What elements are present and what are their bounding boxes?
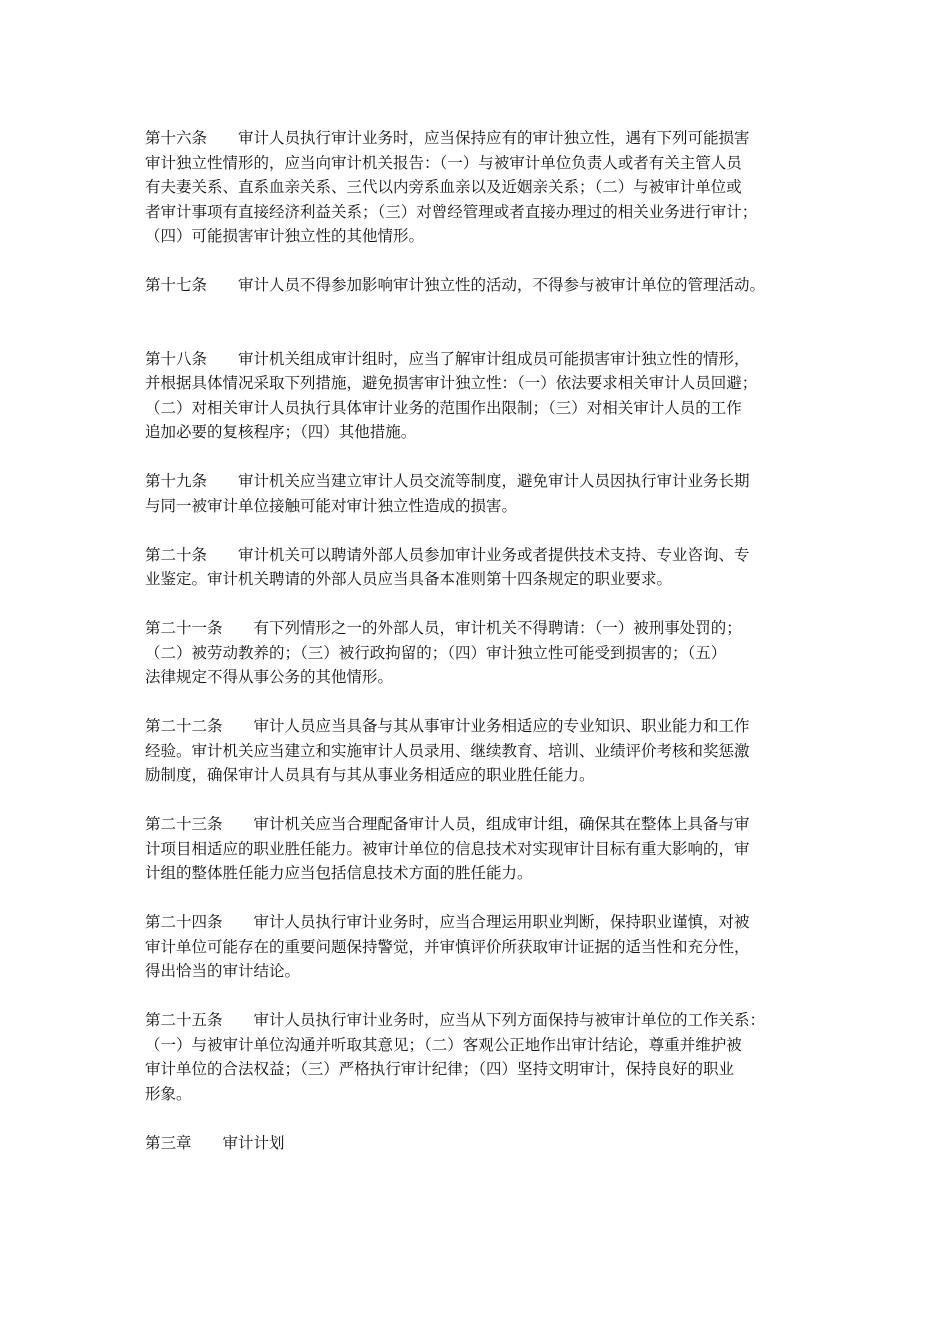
text-line: 审计独立性情形的，应当向审计机关报告：（一）与被审计单位负责人或者有关主管人员 bbox=[145, 153, 742, 172]
text-line: 第二十条 审计机关可以聘请外部人员参加审计业务或者提供技术支持、专业咨询、专 bbox=[145, 545, 750, 564]
paragraph-spacer bbox=[145, 788, 815, 813]
article-21 bbox=[145, 616, 815, 690]
text-line: 第二十三条 审计机关应当合理配备审计人员，组成审计组，确保其在整体上具备与审 bbox=[145, 815, 750, 833]
paragraph-spacer bbox=[145, 886, 815, 911]
text-line: 励制度，确保审计人员具有与其从事业务相适应的职业胜任能力。 bbox=[145, 766, 595, 784]
article-19 bbox=[145, 469, 815, 518]
text-line: 审计单位可能存在的重要问题保持警觉，并审慎评价所获取审计证据的适当性和充分性， bbox=[145, 937, 750, 956]
paragraph-spacer bbox=[145, 445, 815, 470]
text-line: 得出恰当的审计结论。 bbox=[145, 962, 301, 980]
text-line: 并根据具体情况采取下列措施，避免损害审计独立性：（一）依法要求相关审计人员回避； bbox=[145, 374, 758, 392]
text-line: （二）对相关审计人员执行具体审计业务的范围作出限制；（三）对相关审计人员的工作 bbox=[145, 398, 742, 417]
text-line: 有夫妻关系、直系血亲关系、三代以内旁系血亲以及近姻亲关系；（二）与被审计单位或 bbox=[145, 178, 742, 196]
text-line: 者审计事项有直接经济利益关系；（三）对曾经管理或者直接办理过的相关业务进行审计； bbox=[145, 202, 758, 221]
article-24 bbox=[145, 910, 815, 984]
text-line: 与同一被审计单位接触可能对审计独立性造成的损害。 bbox=[145, 496, 518, 515]
text-line: 形象。 bbox=[145, 1084, 192, 1103]
text-line: 第二十二条 审计人员应当具备与其从事审计业务相适应的专业知识、职业能力和工作 bbox=[145, 717, 750, 735]
article-16 bbox=[145, 126, 815, 249]
text-line: 第十八条 审计机关组成审计组时，应当了解审计组成员可能损害审计独立性的情形， bbox=[145, 349, 750, 368]
text-line: 第三章 审计计划 bbox=[145, 1133, 285, 1152]
text-line: 法律规定不得从事公务的其他情形。 bbox=[145, 668, 394, 686]
text-line: （四）可能损害审计独立性的其他情形。 bbox=[145, 227, 425, 245]
document-page bbox=[145, 126, 815, 1155]
text-line: 业鉴定。审计机关聘请的外部人员应当具备本准则第十四条规定的职业要求。 bbox=[145, 570, 673, 588]
text-line: 计项目相适应的职业胜任能力。被审计单位的信息技术对实现审计目标有重大影响的，审 bbox=[145, 839, 750, 858]
paragraph-spacer bbox=[145, 690, 815, 715]
text-line: 第十六条 审计人员执行审计业务时，应当保持应有的审计独立性，遇有下列可能损害 bbox=[145, 129, 750, 147]
text-line: 审计单位的合法权益；（三）严格执行审计纪律；（四）坚持文明审计，保持良好的职业 bbox=[145, 1060, 735, 1078]
text-line: 第二十一条 有下列情形之一的外部人员，审计机关不得聘请：（一）被刑事处罚的； bbox=[145, 619, 742, 637]
text-line: 计组的整体胜任能力应当包括信息技术方面的胜任能力。 bbox=[145, 864, 533, 882]
text-line: 第十九条 审计机关应当建立审计人员交流等制度，避免审计人员因执行审计业务长期 bbox=[145, 472, 750, 490]
text-line: 追加必要的复核程序；（四）其他措施。 bbox=[145, 423, 417, 441]
text-line: （一）与被审计单位沟通并听取其意见；（二）客观公正地作出审计结论，尊重并维护被 bbox=[145, 1035, 742, 1054]
article-22 bbox=[145, 714, 815, 788]
text-line: 第二十四条 审计人员执行审计业务时，应当合理运用职业判断，保持职业谨慎，对被 bbox=[145, 913, 750, 931]
paragraph-spacer bbox=[145, 984, 815, 1009]
article-17 bbox=[145, 273, 815, 298]
text-line: 第十七条 审计人员不得参加影响审计独立性的活动，不得参与被审计单位的管理活动。 bbox=[145, 276, 766, 294]
paragraph-spacer bbox=[145, 298, 815, 347]
article-20 bbox=[145, 543, 815, 592]
chapter-heading bbox=[145, 1131, 815, 1156]
paragraph-spacer bbox=[145, 592, 815, 617]
paragraph-spacer bbox=[145, 249, 815, 274]
article-18 bbox=[145, 347, 815, 445]
paragraph-spacer bbox=[145, 518, 815, 543]
article-23 bbox=[145, 812, 815, 886]
text-line: （二）被劳动教养的；（三）被行政拘留的；（四）审计独立性可能受到损害的；（五） bbox=[145, 643, 727, 662]
text-line: 经验。审计机关应当建立和实施审计人员录用、继续教育、培训、业绩评价考核和奖惩激 bbox=[145, 741, 750, 760]
article-25 bbox=[145, 1008, 815, 1106]
paragraph-spacer bbox=[145, 1106, 815, 1131]
text-line: 第二十五条 审计人员执行审计业务时，应当从下列方面保持与被审计单位的工作关系： bbox=[145, 1011, 766, 1029]
